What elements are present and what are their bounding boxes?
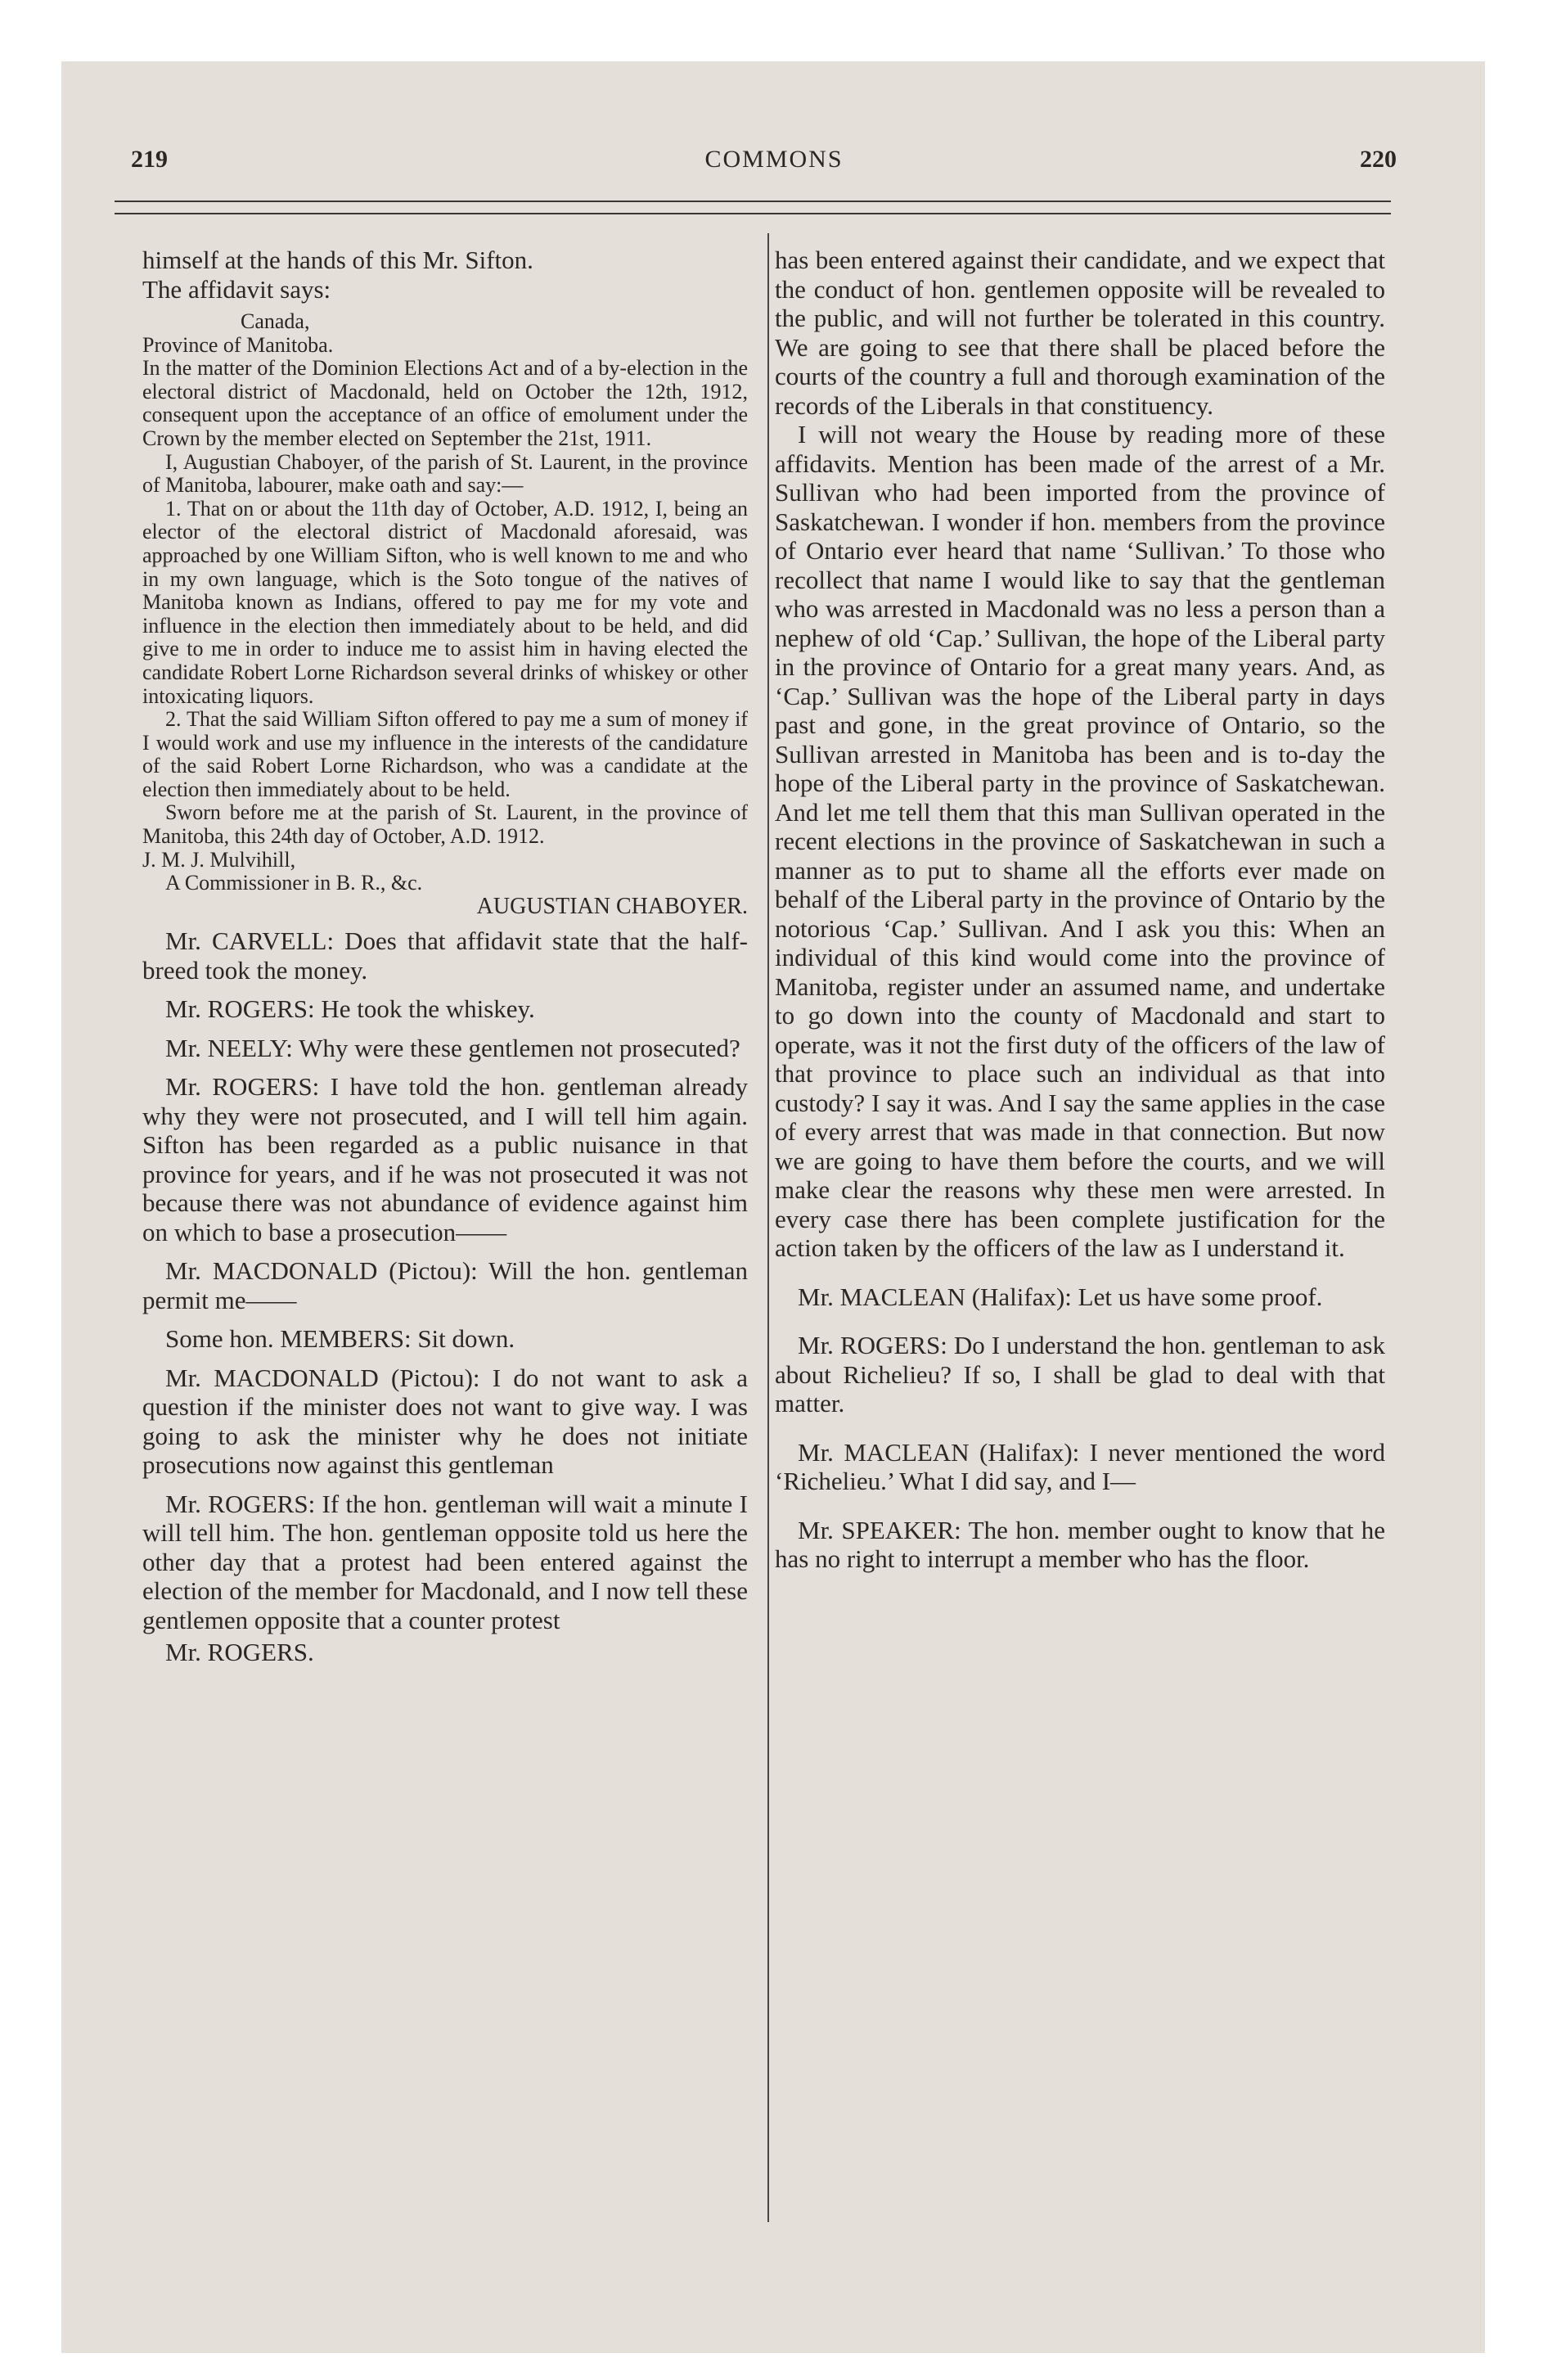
- speech-rogers: Mr. ROGERS: I have told the hon. gentleman already why they were not prosecuted, and I will tell him again. Sifton has been regarded as a public nuisance in that province for years, and if he was not prosecuted it was not because there was not abundance of evidence against him on which to base a prosecution——: [142, 1072, 748, 1246]
- intro-line: The affidavit says:: [142, 274, 331, 304]
- left-column: [142, 246, 748, 1667]
- affidavit-canada: Canada,: [241, 309, 310, 333]
- running-title: COMMONS: [704, 146, 844, 173]
- affidavit-province: Province of Manitoba.: [142, 332, 334, 357]
- affidavit-signature: AUGUSTIAN CHABOYER.: [476, 893, 748, 919]
- speech-maclean: Mr. MACLEAN (Halifax): Let us have some proof.: [798, 1282, 1323, 1311]
- column-divider: [767, 233, 769, 2222]
- speech-rogers: Mr. ROGERS: He took the whiskey.: [165, 994, 535, 1024]
- page-number-left: 219: [131, 146, 168, 173]
- header-rule-bottom: [115, 213, 1391, 214]
- page-header: [0, 0, 1548, 246]
- speech-rogers-continued: Mr. ROGERS.: [165, 1638, 314, 1667]
- right-column: [775, 246, 1385, 1574]
- affidavit-commissioner-title: A Commissioner in B. R., &c.: [165, 871, 423, 895]
- affidavit-clause-2: 2. That the said William Sifton offered to pay me a sum of money if I would work and use my influence in the interests of the candidature of the said Robert Lorne Richardson, who was a candidate at the election then immediately about to be held.: [142, 707, 748, 801]
- speech-members: Some hon. MEMBERS: Sit down.: [165, 1324, 515, 1354]
- affidavit-sworn: Sworn before me at the parish of St. Laurent, in the province of Manitoba, this 24th day of October, A.D. 1912.: [142, 800, 748, 849]
- speech-speaker: Mr. SPEAKER: The hon. member ought to know that he has no right to interrupt a member who has the floor.: [775, 1515, 1385, 1573]
- header-rule-top: [115, 201, 1391, 202]
- affidavit-matter: In the matter of the Dominion Elections Act and of a by-election in the electoral district of Macdonald, held on October the 12th, 1912, consequent upon the acceptance of an office of emolument under the Crown by the member elected on September the 21st, 1911.: [142, 356, 748, 450]
- affidavit-commissioner-name: J. M. J. Mulvihill,: [142, 847, 296, 872]
- paragraph-sullivan: I will not weary the House by reading more of these affidavits. Mention has been made of the arrest of a Mr. Sullivan who had been imported from the province of Saskatchewan. I wonder if hon. members from the province of Ontario ever heard that name ‘Sullivan.’ To those who recollect that name I would like to say that the gentleman who was arrested in Macdonald was no less a person than a nephew of old ‘Cap.’ Sullivan, the hope of the Liberal party in the province of Ontario for a great many years. And, as ‘Cap.’ Sullivan was the hope of the Liberal party in days past and gone, in the great province of Ontario, so the Sullivan arrested in Manitoba has been and is to-day the hope of the Liberal party in the province of Saskatchewan. And let me tell them that this man Sullivan operated in the recent elections in the province of Saskatchewan in such a manner as to put to shame all the efforts ever made on behalf of the Liberal party in the province of Ontario by the notorious ‘Cap.’ Sullivan. And I ask you this: When an individual of this kind would come into the province of Manitoba, register under an assumed name, and undertake to go down into the county of Macdonald and start to operate, was it not the first duty of the officers of the law of that province to place such an individual as that into custody? I say it was. And I say the same applies in the case of every arrest that was made in that connection. But now we are going to have them before the courts, and we will make clear the reasons why these men were arrested. In every case there has been complete justification for the action taken by the officers of the law as I understand it.: [775, 420, 1385, 1262]
- affidavit-clause-1: 1. That on or about the 11th day of October, A.D. 1912, I, being an elector of the electoral district of Macdonald aforesaid, was approached by one William Sifton, who is well known to me and who in my own language, which is the Soto tongue of the natives of Manitoba known as Indians, offered to pay me for my vote and influence in the election then immediately about to be held, and did give to me in order to induce me to assist him in having elected the candidate Robert Lorne Richardson several drinks of whiskey or other intoxicating liquors.: [142, 496, 748, 708]
- speech-carvell: Mr. CARVELL: Does that affidavit state that the half-breed took the money.: [142, 926, 748, 985]
- affidavit-block: [142, 310, 748, 918]
- intro-line: himself at the hands of this Mr. Sifton.: [142, 246, 533, 274]
- speech-rogers: Mr. ROGERS: Do I understand the hon. gentleman to ask about Richelieu? If so, I shall be glad to deal with that matter.: [775, 1331, 1385, 1418]
- speech-rogers: Mr. ROGERS: If the hon. gentleman will wait a minute I will tell him. The hon. gentleman opposite told us here the other day that a protest had been entered against the election of the member for Macdonald, and I now tell these gentlemen opposite that a counter protest: [142, 1489, 748, 1634]
- speech-macdonald: Mr. MACDONALD (Pictou): Will the hon. gentleman permit me——: [142, 1256, 748, 1314]
- speech-macdonald: Mr. MACDONALD (Pictou): I do not want to ask a question if the minister does not want to give way. I was going to ask the minister why he does not initiate prosecutions now against this gentleman: [142, 1363, 748, 1480]
- continued-paragraph: has been entered against their candidate, and we expect that the conduct of hon. gentlemen opposite will be revealed to the public, and will not further be tolerated in this country. We are going to see that there shall be placed before the courts of the country a full and thorough examination of the records of the Liberals in that constituency.: [775, 246, 1385, 420]
- speech-neely: Mr. NEELY: Why were these gentlemen not prosecuted?: [165, 1033, 740, 1062]
- speech-maclean: Mr. MACLEAN (Halifax): I never mentioned the word ‘Richelieu.’ What I did say, and I—: [775, 1437, 1385, 1495]
- page-number-right: 220: [1360, 146, 1397, 173]
- affidavit-declarant: I, Augustian Chaboyer, of the parish of St. Laurent, in the province of Manitoba, labourer, make oath and say:—: [142, 449, 748, 498]
